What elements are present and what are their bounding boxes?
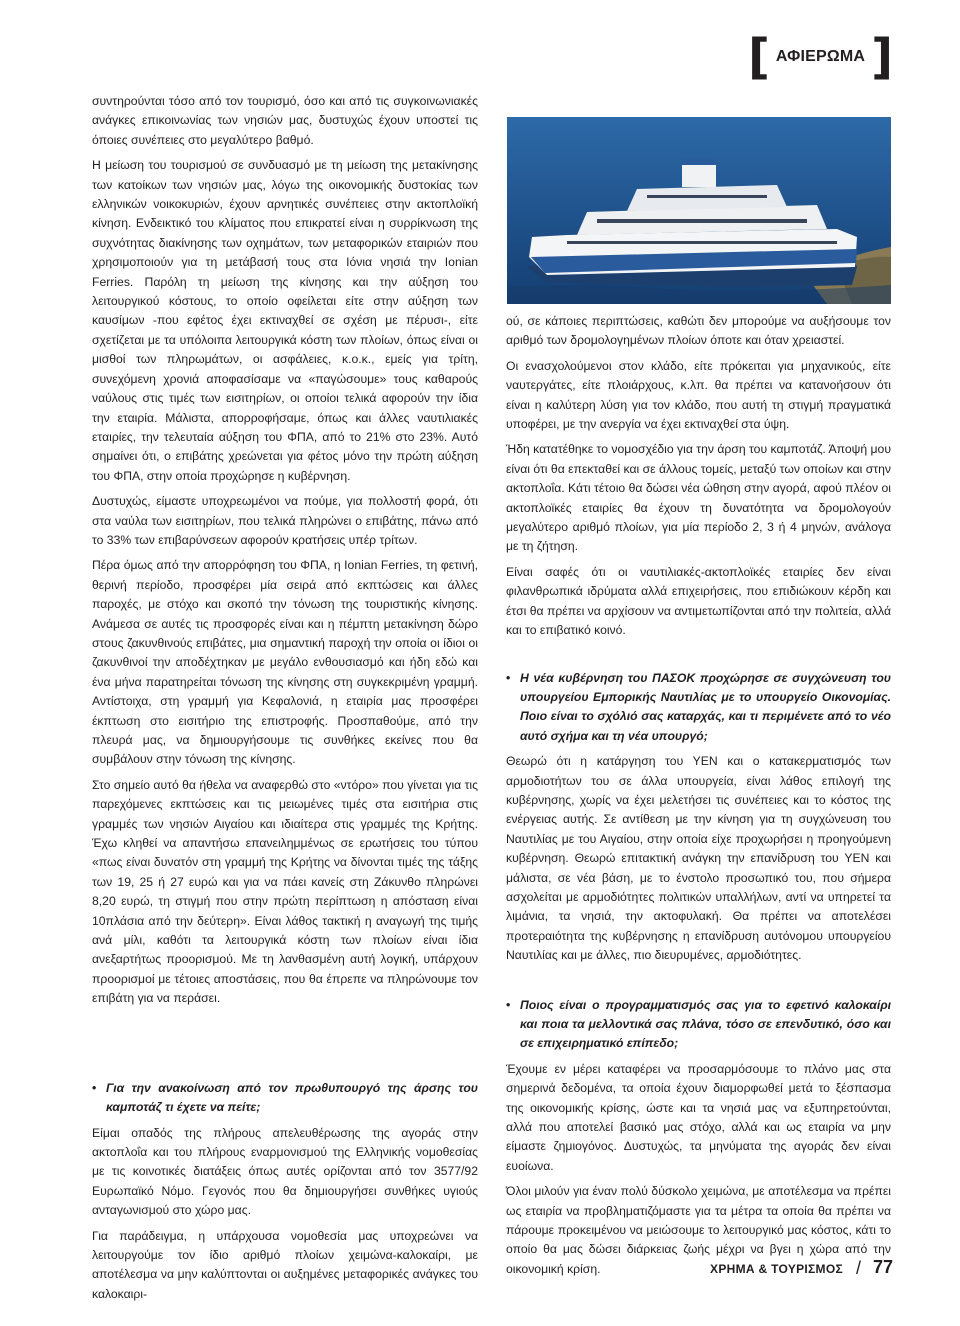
right-bracket: ] [871,29,893,85]
paragraph: Δυστυχώς, είμαστε υποχρεωμένοι να πούμε, για πολλοστή φορά, ότι στα ναύλα των εισιτηρίων, που τελικά πληρώνει ο επιβάτης, πάνω από το 33% των επιβαρύνσεων αφορούν κρατήσεις υπέρ τρίτων. [92,494,478,547]
magazine-name: ΧΡΗΜΑ & ΤΟΥΡΙΣΜΟΣ [710,1262,843,1276]
footer-separator: / [855,1258,861,1278]
paragraph: Είμαι οπαδός της πλήρους απελευθέρωσης της αγοράς στην ακτοπλοΐα και του πλήρους εναρμονισμού της Ελληνικής νομοθεσίας με τις κοινοτικές διατάξεις όπως αυτές ορίζονται από τον 3577/92 Ευρωπαϊκό Νόμο. Γεγονός που θα δημιουργήσει συνθήκες υγιούς ανταγωνισμού στο χώρο μας. [92,1125,478,1218]
paragraph: Όλοι μιλούν για έναν πολύ δύσκολο χειμώνα, με αποτέλεσμα να πρέπει ως εταιρία να προβληματιζόμαστε για τα μέτρα τα οποία θα πρέπει να πάρουμε προκειμένου να μειώσουμε το λειτουργικό μας κόστος, κάτι το οποίο θα μας δώσει διάρκειας ζωής μέχρι να βγει η χώρα από την οικονομική κρίση. [506,1184,891,1276]
paragraph: Έχουμε εν μέρει καταφέρει να προσαρμόσουμε το πλάνο μας στα σημερινά δεδομένα, τα οποία έχουν διαμορφωθεί μετά το ξέσπασμα της οικονομικής κρίσης, ώστε και τα νησιά μας να εξυπηρετούνται, αλλά που αποτελεί βασικό μας στόχο, αλλά και ως εταιρία να μην είμαστε ζημιογόνος. Δυστυχώς, τα μηνύματα της αγοράς δεν είναι ευοίωνα. [506,1061,891,1173]
interview-question [506,669,891,747]
paragraph: Στο σημείο αυτό θα ήθελα να αναφερθώ στο «ντόρο» που γίνεται για τις παρεχόμενες εκπτώσεις και τις μειωμένες τιμές στα εισιτήρια στις γραμμές των νησιών Αιγαίου και ιδιαίτερα στις γραμμές της Κρήτης. Έχω κληθεί να απαντήσω επανειλημμένως σε ερωτήσεις του τύπου «πως είναι δυνατόν στη γραμμή της Κρήτης να δίνονται τιμές της τάξης των 19, 25 ή 27 ευρώ και για να πάει κανείς στη Ζάκυνθο πληρώνει 8,20 ευρώ, τη στιγμή που στην πρώτη περίπτωση η απόσταση είναι 10πλάσια από την δεύτερη». Είναι λάθος τακτική η αναγωγή της τιμής ανά μίλι, καθότι τα λειτουργικά κόστη των πλοίων είναι ίδια ανεξαρτήτως προορισμού. Με τη λανθασμένη αυτή λογική, υπάρχουν προορισμοί με τέτοιες αποστάσεις, που θα έπρεπε να πληρώνουμε τον επιβάτη για να περάσει. [92,777,478,1006]
question-text: Για την ανακοίνωση από τον πρωθυπουργό της άρσης του καμποτάζ τι έχετε να πείτε; [106,1080,478,1115]
left-bracket: [ [748,29,770,85]
ferry-image [507,117,891,304]
section-label: ΑΦΙΕΡΩΜΑ [775,48,866,65]
paragraph: Θεωρώ ότι η κατάργηση του ΥΕΝ και ο κατακερματισμός των αρμοδιοτήτων του σε άλλα υπουργεία, είναι λάθος επιλογή της κυβέρνησης, χωρίς να έχει μελετήσει τις συνέπειες και το κόστος της ενέργειας αυτής. Σε αντίθεση με την κίνηση για τη συγχώνευση του Ναυτιλίας με του Αιγαίου, στην οποία είχε προχωρήσει η προηγούμενη κυβέρνηση. Θεωρώ επιτακτική ανάγκη την επανίδρυση του ΥΕΝ και μάλιστα, σε νέα βάση, με το ένστολο προσωπικό του, που σήμερα ασχολείται με αρμοδιότητες πολιτικών υπαλλήλων, αντί να υπηρετεί τα λιμάνια, τα νησιά, την ακτοφυλακή. Θα πρέπει να αποτελέσει προτεραιότητα της κυβέρνησης η επανίδρυση αυτόνομου υπουργείου Ναυτιλίας και με άλλες, πιο διευρυμένες, αρμοδιότητες. [506,754,891,963]
bullet-icon: • [92,1080,97,1095]
paragraph: Είναι σαφές ότι οι ναυτιλιακές-ακτοπλοϊκές εταιρίες δεν είναι φιλανθρωπικά ιδρύματα αλλά επιχειρήσεις, που επιδιώκουν κέρδη και έτσι θα πρέπει να αρχίσουν να αντιμετωπίζονται από την πολιτεία, αλλά και το επιβατικό κοινό. [506,564,891,638]
paragraph: Για παράδειγμα, η υπάρχουσα νομοθεσία μας υποχρεώνει να λειτουργούμε τον ίδιο αριθμό πλοίων χειμώνα-καλοκαίρι, με αποτέλεσμα να μην καλύπτονται οι αυξημένες μεταφορικές ανάγκες του καλοκαιρι- [92,1228,478,1301]
paragraph: συντηρούνται τόσο από τον τουρισμό, όσο και από τις συγκοινωνιακές ανάγκες επικοινωνίας των νησιών μας, δυστυχώς έχουν υποστεί τις όποιες συνέπειες στο μεγαλύτερο βαθμό. [92,94,478,147]
question-text: Η νέα κυβέρνηση του ΠΑΣΟΚ προχώρησε σε συγχώνευση του υπουργείου Εμπορικής Ναυτιλίας με το υπουργείο Οικονομίας. Ποιο είναι το σχόλιό σας καταρχάς, και τι περιμένετε από το νέο αυτό σχήμα και τη νέα υπουργό; [520,670,891,743]
paragraph: Ήδη κατατέθηκε το νομοσχέδιο για την άρση του καμποτάζ. Άποψή μου είναι ότι θα επεκταθεί και σε άλλους τομείς, μεταξύ των οποίων και στην ακτοπλοΐα. Κάτι τέτοιο θα δώσει νέα ώθηση στην αγορά, αφού πλέον οι ακτοπλοϊκές εταιρίες θα έχουν τη δυνατότητα να δρομολογούν μεγαλύτερο αριθμό πλοίων, για μία περίοδο 2, 3 ή 4 μηνών, ανάλογα με τη ζήτηση. [506,442,891,554]
section-header [748,29,893,85]
ferry-photo [507,117,891,304]
interview-question [92,1079,478,1118]
bullet-icon: • [506,997,511,1012]
left-column [92,92,478,1310]
bullet-icon: • [506,670,511,685]
right-column [506,312,891,1285]
paragraph: ού, σε κάποιες περιπτώσεις, καθώτι δεν μπορούμε να αυξήσουμε τον αριθμό των δρομολογημένων πλοίων όποτε και όταν χρειαστεί. [506,314,891,348]
paragraph: Πέρα όμως από την απορρόφηση του ΦΠΑ, η Ionian Ferries, τη φετινή, θερινή περίοδο, προσφέρει μία σειρά από εκπτώσεις και άλλες παροχές, με στόχο και σκοπό την τόνωση της τουριστικής κίνησης. Ανάμεσα σε αυτές τις προσφορές είναι και η πέμπτη μετακίνηση δώρο στους ζακυνθινούς επιβάτες, μια σημαντική παροχή την οποία οι ίδιοι οι ζακυνθινοί την αποδέχτηκαν με μεγάλο ενθουσιασμό και ήδη εδώ και ένα μήνα παρατηρείται τόνωση της κίνησης στη συγκεκριμένη γραμμή. Αντίστοιχα, στη γραμμή για Κεφαλονιά, η εταιρία μας προσφέρει έκπτωση στο εισιτήριο της επιστροφής. Προσπαθούμε, από την πλευρά μας, να δημιουργήσουμε τις συνθήκες εκείνες που θα συμβάλουν στην τόνωση της κίνησης. [92,558,478,767]
question-text: Ποιος είναι ο προγραμματισμός σας για το εφετινό καλοκαίρι και ποια τα μελλοντικά σας πλάνα, τόσο σε επενδυτικό, όσο και σε επιχειρηματικό επίπεδο; [520,997,891,1051]
interview-question [506,996,891,1054]
page-footer [710,1258,895,1280]
paragraph: Η μείωση του τουρισμού σε συνδυασμό με τη μείωση της μετακίνησης των κατοίκων των νησιών μας, λόγω της οικονομικής δυστοκίας των ελληνικών νοικοκυριών, έχουν αρνητικές συνέπειες στην ακτοπλοϊκή κίνηση. Ενδεικτικό του κλίματος που επικρατεί είναι η συρρίκνωση της συχνότητας διακίνησης των οχημάτων, των μεταφορικών εταιριών που χρησιμοποιούν για τη μετάβασή τους στα Ιόνια νησιά την Ionian Ferries. Παρόλη τη μείωση της κίνησης και την αύξηση του λειτουργικού κόστους, το οποίο οφείλεται είτε στην αύξηση των καυσίμων -που εφέτος έχει εκτιναχθεί σε σχέση με πέρυσι-, είτε σχετίζεται με τα υπόλοιπα λειτουργικά κόστη των πλοίων, όπως είναι οι μισθοί των πληρωμάτων, οι ασφάλειες, κ.ο.κ., εμείς για τρίτη, συνεχόμενη χρονιά αποφασίσαμε να «παγώσουμε» τους καθαρούς ναύλους στις τιμές των εισιτηρίων, οι οποίοι τελικά αφορούν την ίδια την εταιρία. Μάλιστα, απορροφήσαμε, όπως και άλλες ναυτιλιακές εταιρίες, την τελευταία αύξηση του ΦΠΑ, από το 21% στο 23%. Αυτό σημαίνει ότι, ο επιβάτης χρεώνεται για φέτος μόνο την πρώτη αύξηση του ΦΠΑ, στην οποία προχώρησε η κυβέρνηση. [92,158,478,483]
page-number: 77 [872,1257,893,1277]
paragraph: Οι ενασχολούμενοι στον κλάδο, είτε πρόκειται για μηχανικούς, είτε ναυτεργάτες, είτε πλοιάρχους, κ.λπ. θα πρέπει να κατανοήσουν ότι είναι η καλύτερη λύση για τον κλάδο, που αυτή τη στιγμή πραγματικά υποφέρει, με την ανεργία να έχει εκτιναχθεί στα ύψη. [506,358,891,432]
